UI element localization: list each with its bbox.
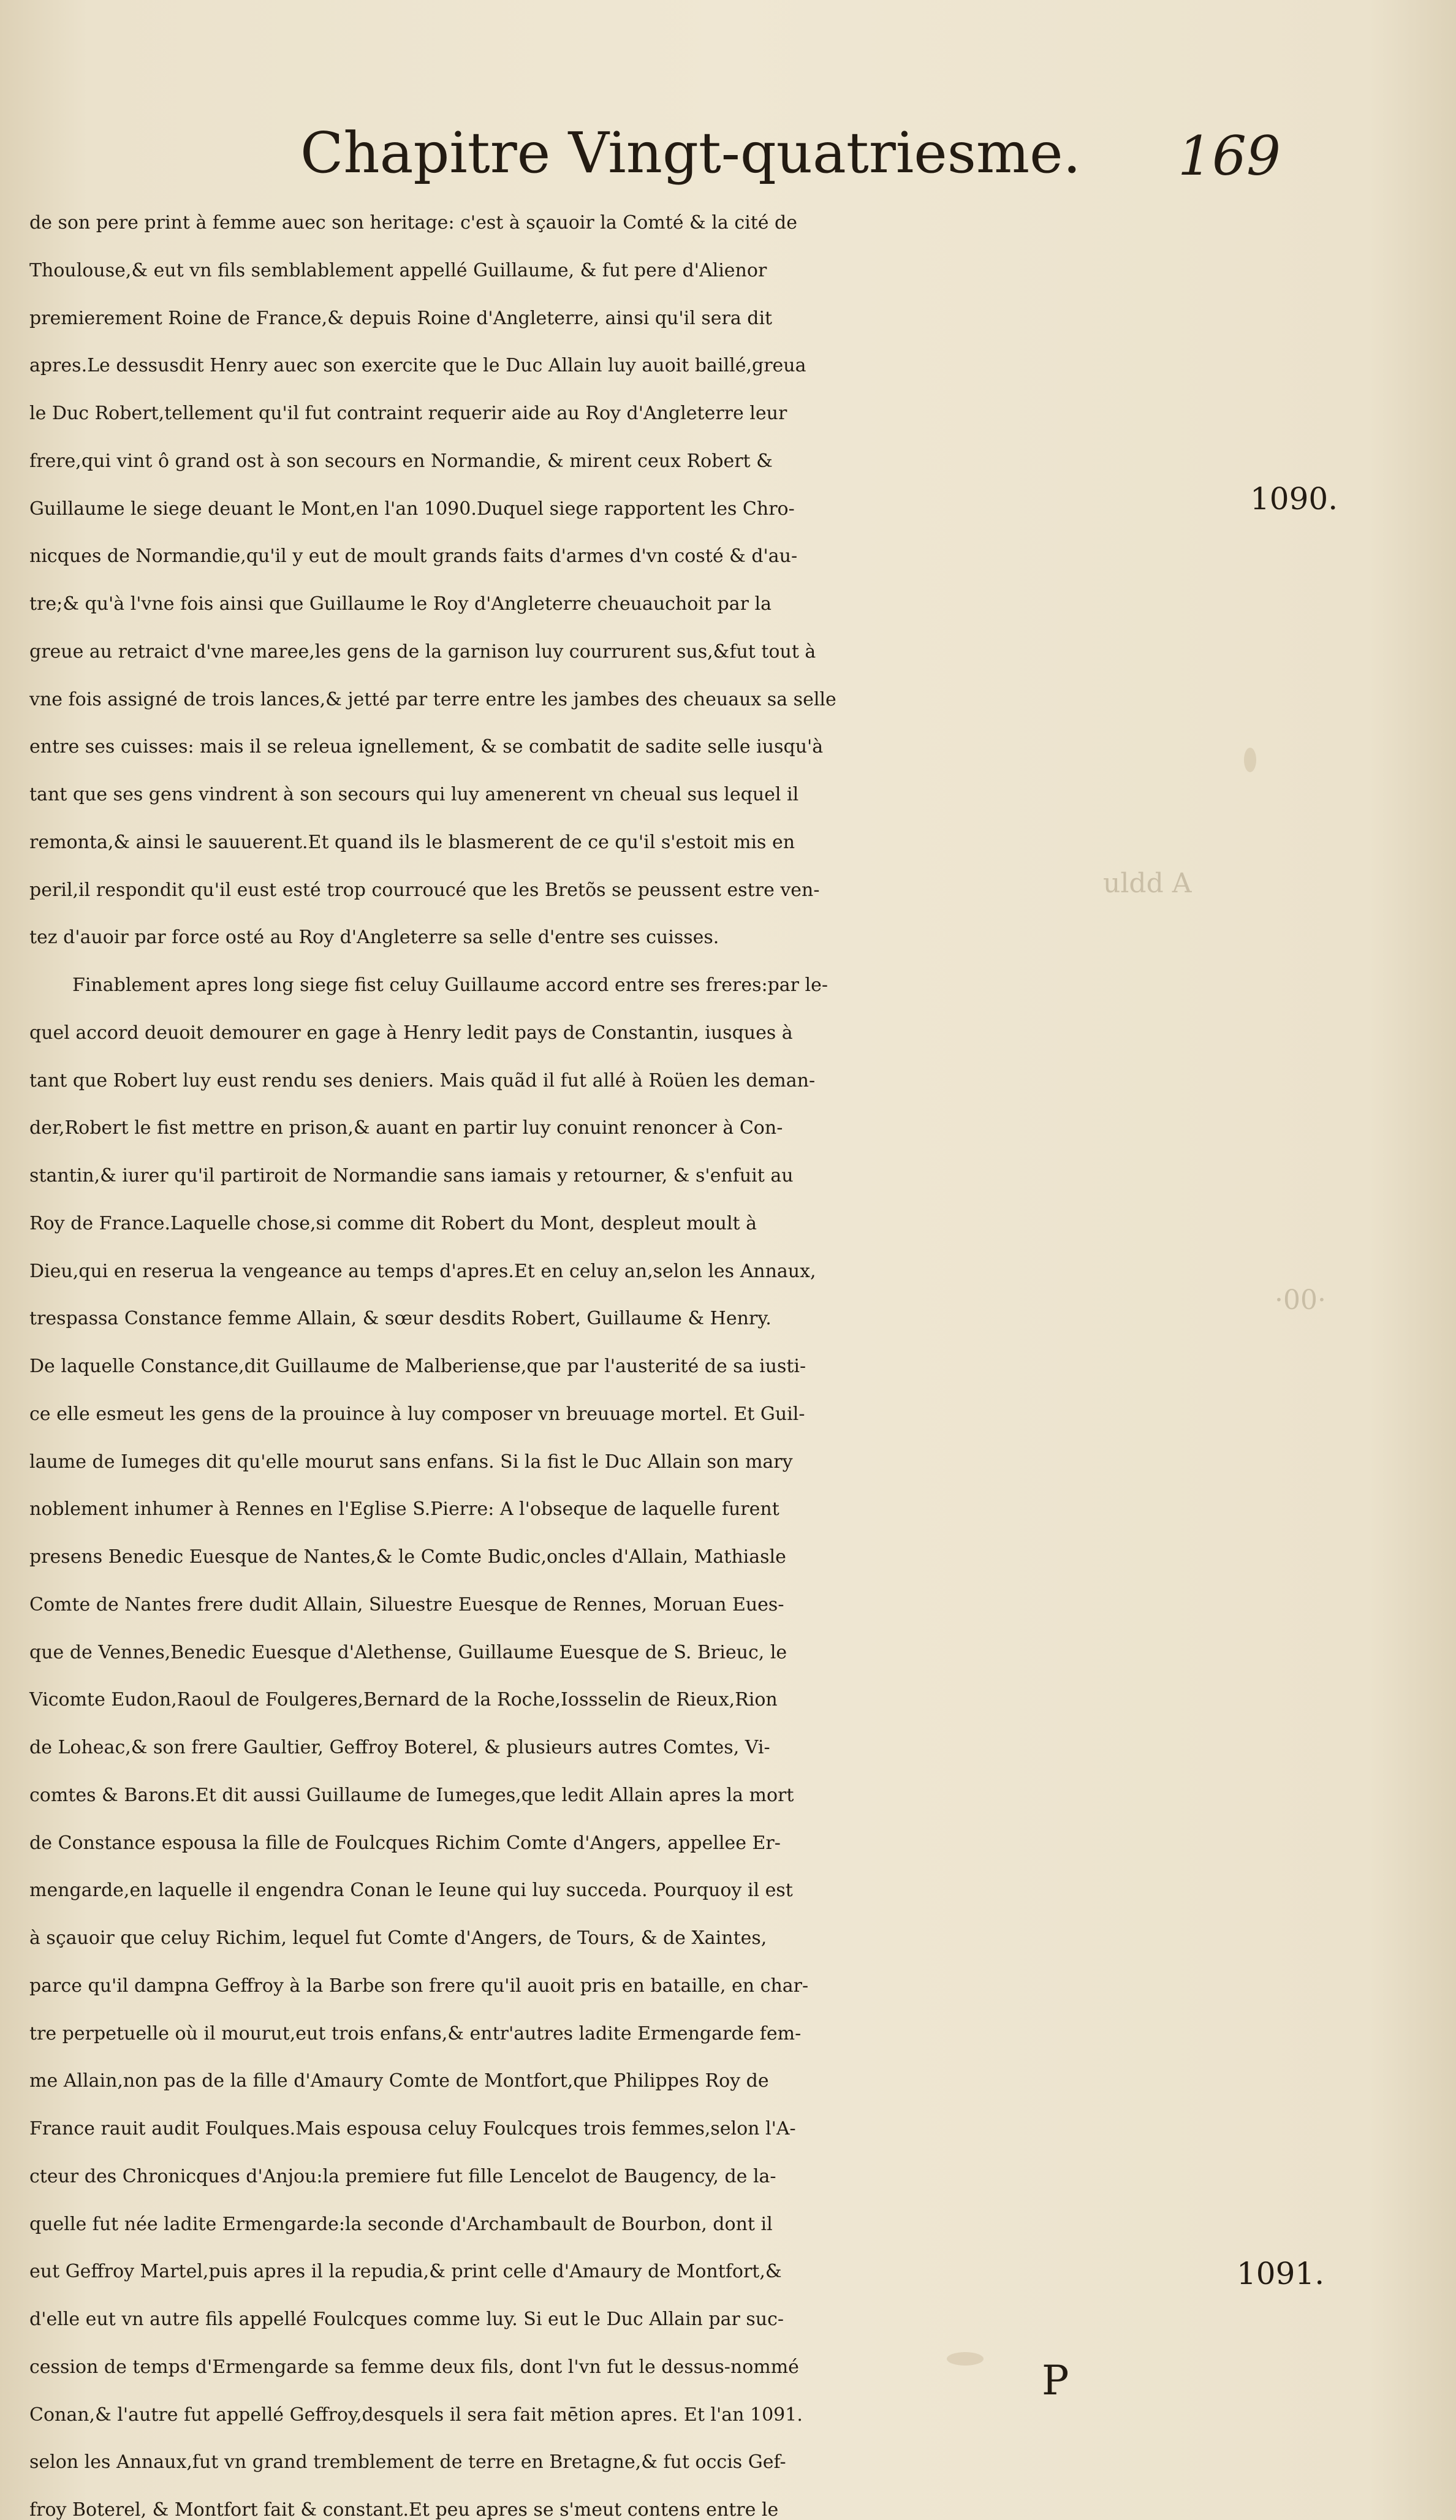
text-line: remonta,& ainsi le sauuerent.Et quand ils le blasmerent de ce qu'il s'estoit mis en xyxy=(29,831,795,853)
text-line: d'elle eut vn autre fils appellé Foulcques comme luy. Si eut le Duc Allain par suc- xyxy=(29,2309,784,2330)
ink-stain xyxy=(1244,748,1256,772)
text-line: quelle fut née ladite Ermengarde:la seconde d'Archambault de Bourbon, dont il xyxy=(29,2213,773,2235)
text-line: Guillaume le siege deuant le Mont,en l'an 1090.Duquel siege rapportent les Chro- xyxy=(29,498,795,520)
text-line: selon les Annaux,fut vn grand tremblement de terre en Bretagne,& fut occis Gef- xyxy=(29,2451,786,2473)
text-line: parce qu'il dampna Geffroy à la Barbe son frere qu'il auoit pris en bataille, en char- xyxy=(29,1975,809,1997)
text-line: que de Vennes,Benedic Euesque d'Alethense, Guillaume Euesque de S. Brieuc, le xyxy=(29,1641,787,1663)
text-line: apres.Le dessusdit Henry auec son exercite que le Duc Allain luy auoit baillé,greua xyxy=(29,355,806,377)
text-line: laume de Iumeges dit qu'elle mourut sans enfans. Si la fist le Duc Allain son mary xyxy=(29,1451,793,1473)
margin-note-1091: 1091. xyxy=(1237,2256,1325,2291)
text-line: de Constance espousa la fille de Foulcques Richim Comte d'Angers, appellee Er- xyxy=(29,1832,781,1854)
text-line: ce elle esmeut les gens de la prouince à luy composer vn breuuage mortel. Et Guil- xyxy=(29,1403,805,1425)
text-line: me Allain,non pas de la fille d'Amaury Comte de Montfort,que Philippes Roy de xyxy=(29,2070,769,2092)
text-line: trespassa Constance femme Allain, & sœur desdits Robert, Guillaume & Henry. xyxy=(29,1308,772,1330)
text-line: tre perpetuelle où il mourut,eut trois enfans,& entr'autres ladite Ermengarde fem- xyxy=(29,2022,802,2044)
text-line: premierement Roine de France,& depuis Roine d'Angleterre, ainsi qu'il sera dit xyxy=(29,307,773,329)
text-line: mengarde,en laquelle il engendra Conan le Ieune qui luy succeda. Pourquoy il est xyxy=(29,1880,793,1902)
text-line: tre;& qu'à l'vne fois ainsi que Guillaume le Roy d'Angleterre cheuauchoit par la xyxy=(29,593,772,615)
text-line: peril,il respondit qu'il eust esté trop courroucé que les Bretõs se peussent estre ven- xyxy=(29,879,820,901)
body-text xyxy=(29,199,1237,2520)
text-line: comtes & Barons.Et dit aussi Guillaume de Iumeges,que ledit Allain apres la mort xyxy=(29,1784,794,1806)
signature-mark: P xyxy=(1042,2357,1069,2404)
text-line: noblement inhumer à Rennes en l'Eglise S.Pierre: A l'obseque de laquelle furent xyxy=(29,1498,779,1520)
text-line: cession de temps d'Ermengarde sa femme deux fils, dont l'vn fut le dessus-nommé xyxy=(29,2356,799,2378)
text-line: eut Geffroy Martel,puis apres il la repudia,& print celle d'Amaury de Montfort,& xyxy=(29,2261,782,2283)
text-line: tant que ses gens vindrent à son secours qui luy amenerent vn cheual sus lequel il xyxy=(29,784,799,805)
text-line: der,Robert le fist mettre en prison,& auant en partir luy conuint renoncer à Con- xyxy=(29,1117,783,1139)
margin-note-faded-a: uldd A xyxy=(1103,868,1192,899)
chapter-title: Chapitre Vingt-quatriesme. xyxy=(300,120,1081,186)
margin-note-1090: 1090. xyxy=(1250,481,1338,517)
text-line: nicques de Normandie,qu'il y eut de moult grands faits d'armes d'vn costé & d'au- xyxy=(29,545,798,567)
text-line: tant que Robert luy eust rendu ses deniers. Mais quãd il fut allé à Roüen les deman- xyxy=(29,1069,816,1091)
text-line: Comte de Nantes frere dudit Allain, Siluestre Euesque de Rennes, Moruan Eues- xyxy=(29,1593,784,1615)
text-line: de Loheac,& son frere Gaultier, Geffroy Boterel, & plusieurs autres Comtes, Vi- xyxy=(29,1737,770,1758)
text-line: France rauit audit Foulques.Mais espousa celuy Foulcques trois femmes,selon l'A- xyxy=(29,2118,796,2139)
text-line: presens Benedic Euesque de Nantes,& le Comte Budic,oncles d'Allain, Mathiasle xyxy=(29,1546,786,1568)
text-line: tez d'auoir par force osté au Roy d'Angleterre sa selle d'entre ses cuisses. xyxy=(29,927,719,949)
text-line: stantin,& iurer qu'il partiroit de Normandie sans iamais y retourner, & s'enfuit au xyxy=(29,1165,794,1186)
text-line: de son pere print à femme auec son heritage: c'est à sçauoir la Comté & la cité de xyxy=(29,212,798,233)
text-line: quel accord deuoit demourer en gage à Henry ledit pays de Constantin, iusques à xyxy=(29,1022,793,1044)
text-line: cteur des Chronicques d'Anjou:la premiere fut fille Lencelot de Baugency, de la- xyxy=(29,2165,776,2187)
text-line: vne fois assigné de trois lances,& jetté par terre entre les jambes des cheuaux sa selle xyxy=(29,688,836,710)
text-line: Conan,& l'autre fut appellé Geffroy,desquels il sera fait mētion apres. Et l'an 1091. xyxy=(29,2404,803,2426)
text-line: greue au retraict d'vne maree,les gens de la garnison luy courrurent sus,&fut tout à xyxy=(29,640,816,662)
text-line: entre ses cuisses: mais il se releua ignellement, & se combatit de sadite selle iusqu'à xyxy=(29,736,824,758)
margin-note-faded-b: ·00· xyxy=(1275,1285,1326,1316)
text-line: Vicomte Eudon,Raoul de Foulgeres,Bernard de la Roche,Iossselin de Rieux,Rion xyxy=(29,1689,778,1711)
text-line: Thoulouse,& eut vn fils semblablement appellé Guillaume, & fut pere d'Alienor xyxy=(29,259,767,281)
page-number: 169 xyxy=(1178,124,1281,188)
text-line: Roy de France.Laquelle chose,si comme dit Robert du Mont, despleut moult à xyxy=(29,1212,757,1234)
text-line: Dieu,qui en reserua la vengeance au temps d'apres.Et en celuy an,selon les Annaux, xyxy=(29,1260,816,1282)
ink-stain xyxy=(947,2352,984,2366)
text-line: le Duc Robert,tellement qu'il fut contraint requerir aide au Roy d'Angleterre leur xyxy=(29,403,787,424)
text-line: De laquelle Constance,dit Guillaume de Malberiense,que par l'austerité de sa iusti- xyxy=(29,1356,806,1377)
text-line: à sçauoir que celuy Richim, lequel fut Comte d'Angers, de Tours, & de Xaintes, xyxy=(29,1927,767,1949)
text-line: Finablement apres long siege fist celuy Guillaume accord entre ses freres:par le- xyxy=(72,974,828,996)
text-line: froy Boterel, & Montfort fait & constant.Et peu apres se s'meut contens entre le xyxy=(29,2499,779,2520)
text-line: frere,qui vint ô grand ost à son secours en Normandie, & mirent ceux Robert & xyxy=(29,450,773,472)
